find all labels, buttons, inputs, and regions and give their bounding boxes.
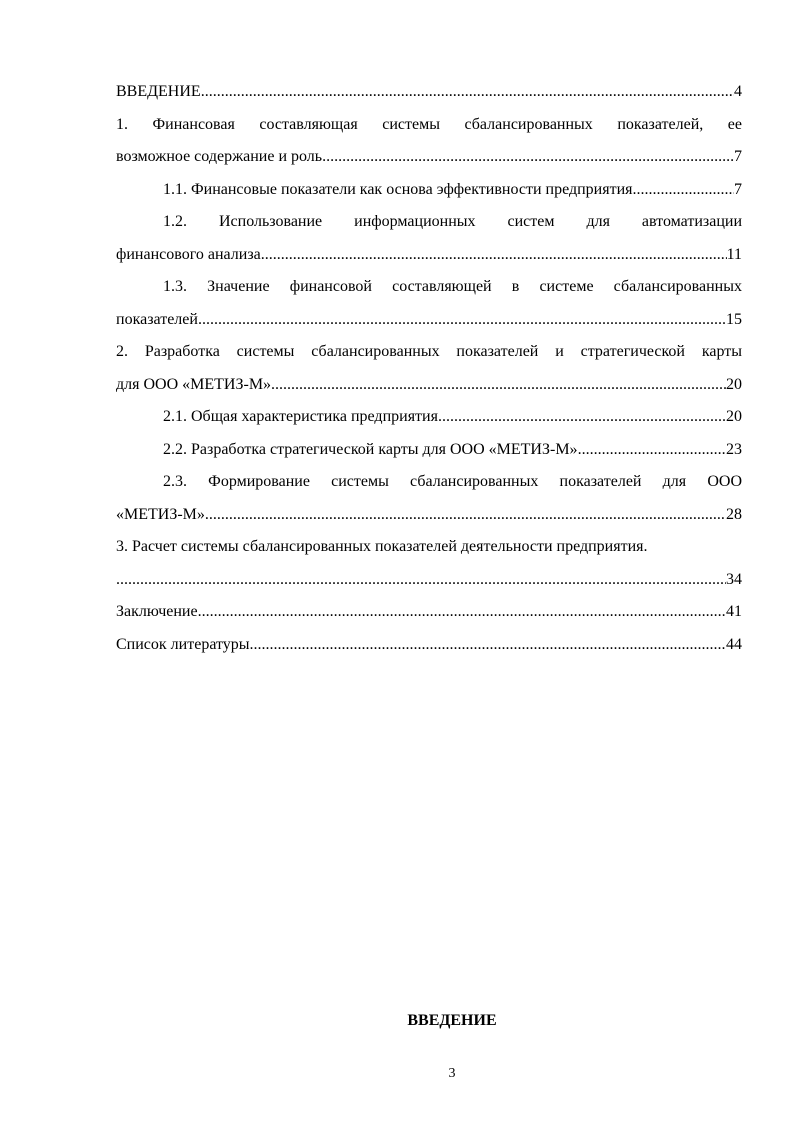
toc-entry-chapter-1	[116, 109, 742, 174]
toc-entry-page: 28	[726, 505, 742, 523]
toc-entry-title-line-1: 2.3. Формирование системы сбалансированных показателей для ООО	[163, 473, 742, 490]
toc-entry-title: Заключение	[116, 603, 198, 620]
toc-leader-dots	[271, 369, 726, 402]
toc-leader-dots	[201, 76, 734, 109]
toc-entry-title-line-1: 1.3. Значение финансовой составляющей в системе сбалансированных	[163, 278, 742, 295]
toc-entry-title: 2.2. Разработка стратегической карты для ООО «МЕТИЗ-М»	[163, 440, 578, 458]
toc-leader-dots	[322, 141, 734, 174]
table-of-contents	[116, 76, 742, 661]
toc-entry-page: 20	[726, 408, 742, 425]
toc-entry-title-line-2: для ООО «МЕТИЗ-М»	[116, 375, 272, 393]
toc-entry-title-line-2: показателей	[116, 310, 198, 328]
toc-leader-dots	[641, 174, 735, 207]
toc-entry-section-1-2	[116, 206, 742, 271]
toc-entry-title-line-1: 1.2. Использование информационных систем для автоматизации	[163, 213, 742, 230]
toc-entry-chapter-3	[116, 531, 742, 596]
toc-entry-chapter-2	[116, 336, 742, 401]
toc-entry-page: 7	[734, 148, 742, 165]
toc-entry-title: 3. Расчет системы сбалансированных показателей деятельности предприятия.	[116, 538, 648, 555]
toc-entry-page: 41	[726, 603, 742, 620]
toc-entry-page: 7	[734, 180, 742, 198]
toc-entry-title-line-2: «МЕТИЗ-М»	[116, 505, 205, 523]
toc-entry-page: 4	[734, 83, 742, 100]
toc-entry-title: ВВЕДЕНИЕ	[116, 83, 201, 100]
toc-entry-page: 23	[726, 440, 742, 458]
toc-entry-title-line-2: финансового анализа	[116, 245, 261, 263]
toc-entry-title: 2.1. Общая характеристика предприятия	[163, 408, 438, 425]
toc-entry-title: 1.1. Финансовые показатели как основа эффективности предприятия..	[163, 180, 641, 198]
page-number: 3	[448, 1066, 456, 1081]
toc-entry-introduction	[116, 76, 742, 109]
toc-entry-page: 11	[726, 245, 742, 263]
toc-entry-section-2-2	[116, 434, 742, 467]
toc-leader-dots	[116, 564, 726, 597]
toc-entry-section-1-1	[116, 174, 742, 207]
toc-leader-dots	[578, 434, 726, 467]
toc-entry-page: 34	[726, 570, 742, 588]
toc-entry-title-line-1: 1. Финансовая составляющая системы сбалансированных показателей, ее	[116, 115, 742, 133]
toc-entry-conclusion	[116, 596, 742, 629]
toc-leader-dots	[205, 499, 726, 532]
toc-entry-page: 44	[726, 635, 742, 653]
toc-entry-title-line-1: 2. Разработка системы сбалансированных показателей и стратегической карты	[116, 343, 742, 360]
toc-entry-title-line-2: возможное содержание и роль	[116, 148, 323, 165]
toc-entry-section-2-1	[116, 401, 742, 434]
toc-entry-section-2-3	[116, 466, 742, 531]
toc-entry-page: 20	[726, 375, 742, 393]
toc-entry-page: 15	[726, 310, 742, 328]
toc-leader-dots	[198, 304, 726, 337]
section-heading: ВВЕДЕНИЕ	[407, 1012, 497, 1029]
toc-entry-title: Список литературы	[116, 635, 250, 653]
toc-leader-dots	[261, 239, 727, 272]
toc-entry-references	[116, 629, 742, 662]
toc-entry-section-1-3	[116, 271, 742, 336]
toc-leader-dots	[438, 401, 726, 434]
toc-leader-dots	[250, 629, 726, 662]
toc-leader-dots	[198, 596, 726, 629]
